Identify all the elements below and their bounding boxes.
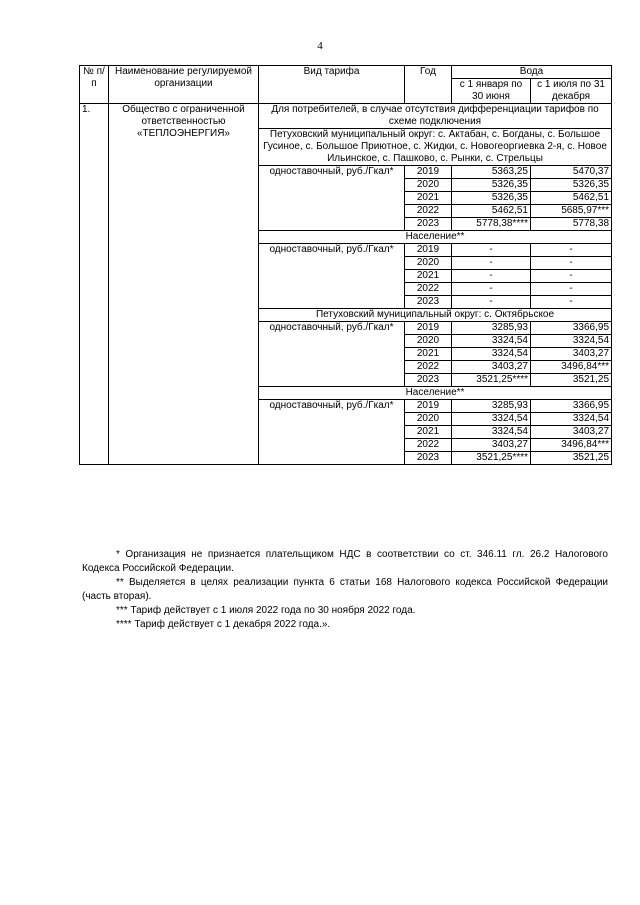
value-period-1: 5326,35 <box>452 192 531 205</box>
year-cell: 2019 <box>405 400 452 413</box>
value-period-2: 5778,38 <box>531 218 612 231</box>
value-period-2: - <box>531 270 612 283</box>
header-tariff-type: Вид тарифа <box>259 66 405 104</box>
tariff-table-body <box>80 66 612 465</box>
year-cell: 2023 <box>405 218 452 231</box>
header-period-2: с 1 июля по 31 декабря <box>531 79 612 104</box>
section-row <box>80 104 612 129</box>
area-title: Петуховский муниципальный округ: с. Актабан, с. Богданы, с. Большое Гусиное, с. Большое Приютное, с. Жидки, с. Новогеоргиевка 2-я, с. Новое Ильинское, с. Пашково, с. Рынки, с. Стрельцы <box>259 129 612 166</box>
footnote-2: ** Выделяется в целях реализации пункта 6 статьи 168 Налогового кодекса Российской Федерации (часть вторая). <box>82 577 608 602</box>
value-period-1: - <box>452 270 531 283</box>
header-period-1: с 1 января по 30 июня <box>452 79 531 104</box>
page-number: 4 <box>317 40 323 52</box>
population-tariff-label: одноставочный, руб./Гкал* <box>259 244 405 309</box>
tariff-table <box>79 65 612 465</box>
year-cell: 2019 <box>405 166 452 179</box>
section-general: Для потребителей, в случае отсутствия дифференциации тарифов по схеме подключения <box>259 104 612 129</box>
value-period-1: 3403,27 <box>452 361 531 374</box>
year-cell: 2022 <box>405 439 452 452</box>
header-row-1 <box>80 66 612 79</box>
value-period-2: - <box>531 296 612 309</box>
tariff-label: одноставочный, руб./Гкал* <box>259 166 405 231</box>
value-period-1: 5363,25 <box>452 166 531 179</box>
value-period-2: - <box>531 244 612 257</box>
year-cell: 2020 <box>405 257 452 270</box>
year-cell: 2020 <box>405 413 452 426</box>
header-year: Год <box>405 66 452 104</box>
header-num: № п/п <box>80 66 109 104</box>
value-period-1: - <box>452 296 531 309</box>
row-number: 1. <box>80 104 109 465</box>
area-title: Петуховский муниципальный округ: с. Октябрьское <box>259 309 612 322</box>
value-period-1: 3403,27 <box>452 439 531 452</box>
org-name: Общество с ограниченной ответственностью «ТЕПЛОЭНЕРГИЯ» <box>109 104 259 465</box>
year-cell: 2023 <box>405 374 452 387</box>
value-period-2: - <box>531 257 612 270</box>
value-period-1: 3521,25**** <box>452 374 531 387</box>
value-period-2: 3403,27 <box>531 348 612 361</box>
value-period-1: 5462,51 <box>452 205 531 218</box>
value-period-1: 3285,93 <box>452 322 531 335</box>
population-label: Население** <box>259 231 612 244</box>
footnotes <box>82 548 608 632</box>
year-cell: 2020 <box>405 335 452 348</box>
value-period-2: 3366,95 <box>531 322 612 335</box>
value-period-1: 5778,38**** <box>452 218 531 231</box>
value-period-2: 3496,84*** <box>531 439 612 452</box>
value-period-1: 3285,93 <box>452 400 531 413</box>
value-period-2: 5326,35 <box>531 179 612 192</box>
value-period-2: 5462,51 <box>531 192 612 205</box>
year-cell: 2019 <box>405 244 452 257</box>
year-cell: 2021 <box>405 426 452 439</box>
year-cell: 2021 <box>405 348 452 361</box>
value-period-1: 3324,54 <box>452 335 531 348</box>
value-period-1: 3324,54 <box>452 413 531 426</box>
value-period-1: 3521,25**** <box>452 452 531 465</box>
value-period-2: 3521,25 <box>531 374 612 387</box>
footnote-1: * Организация не признается плательщиком НДС в соответствии со ст. 346.11 гл. 26.2 Налогового Кодекса Российской Федерации. <box>82 549 608 574</box>
header-water: Вода <box>452 66 612 79</box>
population-label: Население** <box>259 387 612 400</box>
value-period-1: 3324,54 <box>452 348 531 361</box>
value-period-2: 3366,95 <box>531 400 612 413</box>
footnote-4: **** Тариф действует с 1 декабря 2022 года.». <box>116 619 331 630</box>
value-period-2: 3403,27 <box>531 426 612 439</box>
year-cell: 2021 <box>405 270 452 283</box>
value-period-1: 5326,35 <box>452 179 531 192</box>
year-cell: 2023 <box>405 296 452 309</box>
value-period-2: 3324,54 <box>531 335 612 348</box>
year-cell: 2022 <box>405 283 452 296</box>
value-period-2: 3521,25 <box>531 452 612 465</box>
value-period-2: - <box>531 283 612 296</box>
value-period-1: - <box>452 244 531 257</box>
year-cell: 2020 <box>405 179 452 192</box>
header-org: Наименование регулируемой организации <box>109 66 259 104</box>
year-cell: 2022 <box>405 361 452 374</box>
year-cell: 2022 <box>405 205 452 218</box>
tariff-label: одноставочный, руб./Гкал* <box>259 322 405 387</box>
year-cell: 2023 <box>405 452 452 465</box>
value-period-1: - <box>452 283 531 296</box>
value-period-2: 5470,37 <box>531 166 612 179</box>
value-period-1: - <box>452 257 531 270</box>
footnote-3: *** Тариф действует с 1 июля 2022 года по 30 ноября 2022 года. <box>116 605 416 616</box>
value-period-2: 3496,84*** <box>531 361 612 374</box>
year-cell: 2019 <box>405 322 452 335</box>
value-period-2: 5685,97*** <box>531 205 612 218</box>
value-period-1: 3324,54 <box>452 426 531 439</box>
value-period-2: 3324,54 <box>531 413 612 426</box>
population-tariff-label: одноставочный, руб./Гкал* <box>259 400 405 465</box>
year-cell: 2021 <box>405 192 452 205</box>
